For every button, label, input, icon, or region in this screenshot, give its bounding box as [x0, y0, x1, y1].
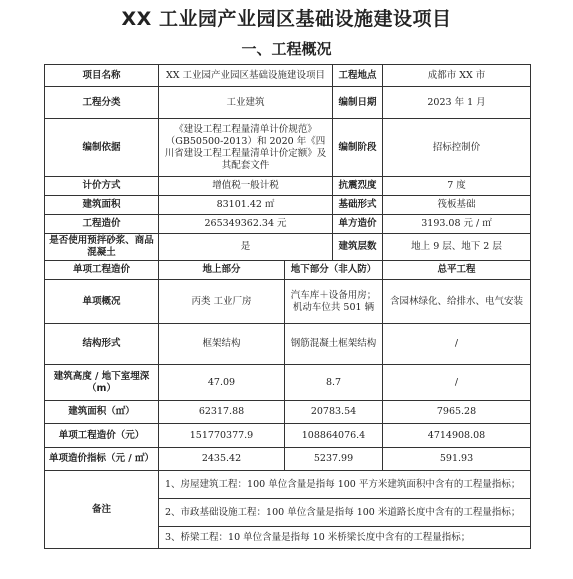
- note-item: 2、市政基础设施工程：100 单位含量是指每 100 米道路长度中含有的工程量指标；: [159, 499, 531, 527]
- note-item: 1、房屋建筑工程：100 单位含量是指每 100 平方米建筑面积中含有的工程量指标；: [159, 471, 531, 499]
- cell-label: 抗震烈度: [333, 177, 383, 196]
- document-title: XX 工业园产业园区基础设施建设项目: [121, 8, 452, 30]
- cell-value: 7965.28: [383, 401, 531, 424]
- cell-label: 建筑面积: [45, 196, 159, 215]
- cell-label: 基础形式: [333, 196, 383, 215]
- table-row: [45, 324, 531, 365]
- cell-value: 成都市 XX 市: [383, 65, 531, 87]
- cell-label: 工程造价: [45, 215, 159, 234]
- cell-label: 单项概况: [45, 280, 159, 324]
- cell-value: 108864076.4: [285, 424, 383, 448]
- cell-value: 汽车库＋设备用房；机动车位共 501 辆: [285, 280, 383, 324]
- cell-label: 是否使用预拌砂浆、商品混凝土: [45, 234, 159, 261]
- table-row: [45, 177, 531, 196]
- cell-value: 工业建筑: [159, 87, 333, 119]
- cell-label: 计价方式: [45, 177, 159, 196]
- cell-label: 单项造价指标（元 / ㎡）: [45, 448, 159, 471]
- cell-value: 4714908.08: [383, 424, 531, 448]
- cell-value: 招标控制价: [383, 119, 531, 177]
- cell-value: 筏板基础: [383, 196, 531, 215]
- cell-value: /: [383, 324, 531, 365]
- note-item: 3、桥梁工程：10 单位含量是指每 10 米桥梁长度中含有的工程量指标；: [159, 527, 531, 549]
- cell-label: 工程地点: [333, 65, 383, 87]
- cell-label: 建筑层数: [333, 234, 383, 261]
- cell-value: 钢筋混凝土框架结构: [285, 324, 383, 365]
- cell-value: XX 工业园产业园区基础设施建设项目: [159, 65, 333, 87]
- table-row: [45, 119, 531, 177]
- notes-row: [45, 471, 531, 499]
- table-row: [45, 196, 531, 215]
- notes-label: 备注: [45, 471, 159, 549]
- cell-value: 2023 年 1 月: [383, 87, 531, 119]
- cell-label: 编制依据: [45, 119, 159, 177]
- cell-value: 5237.99: [285, 448, 383, 471]
- cell-value: 20783.54: [285, 401, 383, 424]
- cell-value: 《建设工程工程量清单计价规范》（GB50500-2013）和 2020 年《四川省建设工程工程量清单计价定额》及其配套文件: [159, 119, 333, 177]
- table-row: [45, 424, 531, 448]
- cell-value: 8.7: [285, 365, 383, 401]
- cell-value: 丙类 工业厂房: [159, 280, 285, 324]
- cell-value: 3193.08 元 / ㎡: [383, 215, 531, 234]
- column-header: 总平工程: [383, 261, 531, 280]
- cell-value: 591.93: [383, 448, 531, 471]
- cell-label: 编制日期: [333, 87, 383, 119]
- table-row: [45, 87, 531, 119]
- cell-label: 结构形式: [45, 324, 159, 365]
- cell-value: 2435.42: [159, 448, 285, 471]
- cell-label: 编制阶段: [333, 119, 383, 177]
- cell-value: 地上 9 层、地下 2 层: [383, 234, 531, 261]
- cell-value: 47.09: [159, 365, 285, 401]
- cell-value: 151770377.9: [159, 424, 285, 448]
- cell-label: 项目名称: [45, 65, 159, 87]
- table-row: [45, 215, 531, 234]
- table-row: [45, 65, 531, 87]
- cell-value: 增值税一般计税: [159, 177, 333, 196]
- cell-value: 含园林绿化、给排水、电气安装: [383, 280, 531, 324]
- table-header-row: [45, 261, 531, 280]
- cell-value: 83101.42 ㎡: [159, 196, 333, 215]
- table-row: [45, 234, 531, 261]
- column-header: 单项工程造价: [45, 261, 159, 280]
- cell-label: 单方造价: [333, 215, 383, 234]
- cell-label: 建筑高度 / 地下室埋深（m）: [45, 365, 159, 401]
- section-heading: 一、工程概况: [241, 40, 332, 58]
- cell-value: /: [383, 365, 531, 401]
- table-row: [45, 448, 531, 471]
- table-row: [45, 365, 531, 401]
- cell-label: 工程分类: [45, 87, 159, 119]
- column-header: 地上部分: [159, 261, 285, 280]
- cell-value: 265349362.34 元: [159, 215, 333, 234]
- table-row: [45, 280, 531, 324]
- cell-label: 单项工程造价（元）: [45, 424, 159, 448]
- project-overview-table: [44, 64, 531, 549]
- column-header: 地下部分（非人防）: [285, 261, 383, 280]
- cell-label: 建筑面积（㎡）: [45, 401, 159, 424]
- cell-value: 是: [159, 234, 333, 261]
- cell-value: 62317.88: [159, 401, 285, 424]
- table-row: [45, 401, 531, 424]
- cell-value: 框架结构: [159, 324, 285, 365]
- cell-value: 7 度: [383, 177, 531, 196]
